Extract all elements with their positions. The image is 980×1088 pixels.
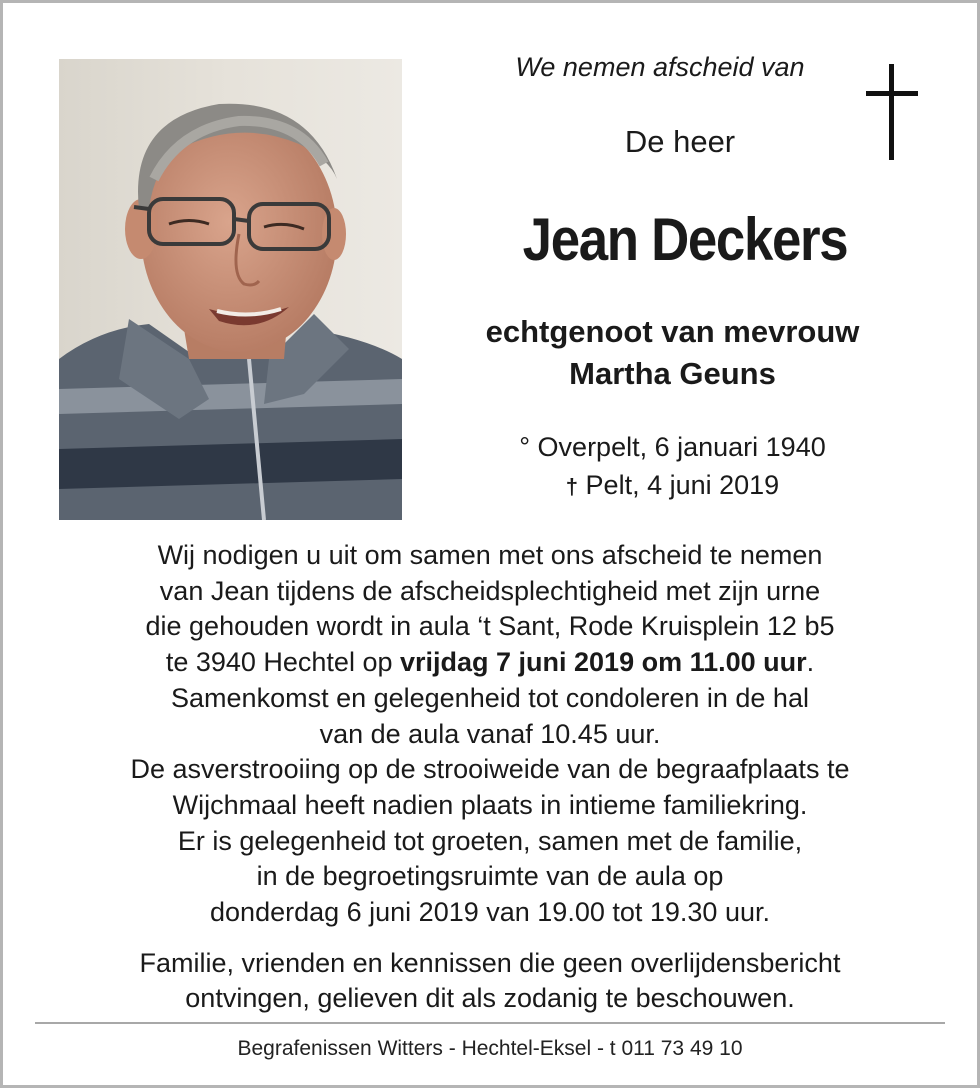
closing-text	[40, 946, 940, 1016]
body-line	[40, 645, 940, 681]
body-line: Wijchmaal heeft nadien plaats in intieme familiekring.	[172, 789, 808, 820]
honorific: De heer	[624, 124, 736, 159]
body-line: die gehouden wordt in aula ‘t Sant, Rode Kruisplein 12 b5	[145, 611, 835, 642]
death-text: Pelt, 4 juni 2019	[578, 470, 780, 500]
body-line: Wij nodigen u uit om samen met ons afscheid te nemen	[157, 540, 823, 570]
body-line-post: .	[806, 647, 815, 678]
body-line: De asverstrooiing op de strooiweide van de begraafplaats te	[130, 754, 850, 785]
body-line: van de aula vanaf 10.45 uur.	[319, 718, 661, 749]
portrait-photo	[59, 59, 402, 520]
birth-line: ° Overpelt, 6 januari 1940	[519, 432, 826, 462]
intro-text: We nemen afscheid van	[515, 52, 805, 82]
footer-divider	[35, 1022, 945, 1024]
spouse-line: echtgenoot van mevrouw	[485, 314, 860, 349]
closing-line: Familie, vrienden en kennissen die geen overlijdensbericht	[139, 948, 841, 978]
closing-line: ontvingen, gelieven dit als zodanig te beschouwen.	[185, 983, 795, 1013]
body-line: van Jean tijdens de afscheidsplechtigheid met zijn urne	[159, 575, 821, 606]
body-line-pre: te 3940 Hechtel op	[165, 647, 400, 678]
body-line: in de begroetingsruimte van de aula op	[256, 861, 724, 892]
ceremony-datetime: vrijdag 7 juni 2019 om 11.00 uur	[399, 647, 807, 678]
dagger-icon: †	[565, 474, 579, 499]
body-line: Er is gelegenheid tot groeten, samen met de familie,	[177, 825, 803, 856]
invitation-text	[40, 538, 940, 931]
deceased-name: Jean Deckers	[522, 206, 848, 273]
spouse-name: Martha Geuns	[569, 356, 776, 391]
body-line: donderdag 6 juni 2019 van 19.00 tot 19.30 uur.	[210, 897, 770, 928]
body-line: Samenkomst en gelegenheid tot condoleren in de hal	[171, 682, 809, 713]
funeral-home-footer: Begrafenissen Witters - Hechtel-Eksel - t 011 73 49 10	[237, 1037, 743, 1060]
death-line	[445, 470, 900, 501]
